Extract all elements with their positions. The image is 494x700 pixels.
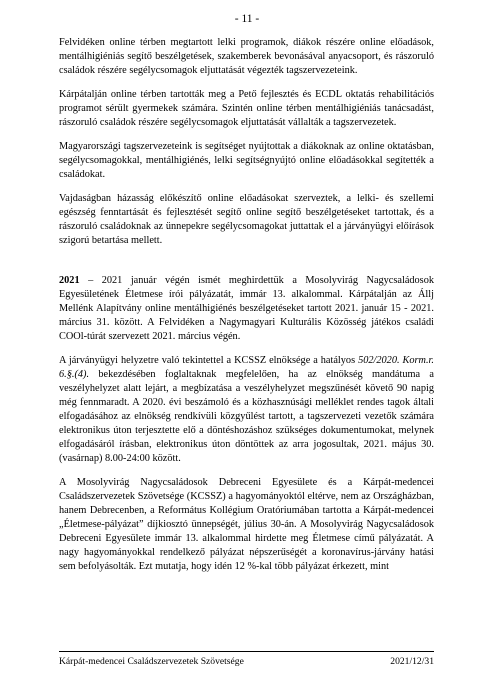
section-spacer — [59, 248, 434, 274]
paragraph-karpatalja: Kárpátalján online térben tartották meg a Pető fejlesztés és ECDL oktatás rehabilitációs programot sérült gyermekek számára. Szintén online térben mentálhigiéniás tanácsadást, rászoruló családok részére segélycsomagok eljuttatását vállalták a tagszervezetek. — [59, 89, 434, 128]
paragraph-2021-summary — [59, 274, 434, 344]
year-heading: 2021 — [59, 275, 80, 286]
paragraph-pandemic-part-b: bekezdésében foglaltaknak megfelelően, ha az elnökség mandátuma a veszélyhelyzet alatt lejárt, a megbízatása a veszélyhelyzet megszűnését követő 90 napig még fennmaradt. A 2020. évi beszámoló és a közhasznúsági melléklet rendes tagok általi elfogadásához az elnökség rendkívüli közgyűlést tartott, a tagszervezeti vezetők számára elektronikus úton terjesztette elő a döntéshozáshoz szükséges dokumentumokat, melynek elfogadásáról írásban, elektronikus úton döntöttek az arra jogosultak, 2021. május 30. (vasárnap) 8.00-24:00 között. — [59, 369, 434, 464]
paragraph-magyarorszag: Magyarországi tagszervezeteink is segítséget nyújtottak a diákoknak az online oktatásban, segélycsomagokkal, mentálhigiénés, lelki segítségnyújtó online előadásokkal segítették a családokat. — [59, 141, 434, 180]
paragraph-eletmese: A Mosolyvirág Nagycsaládosok Debreceni Egyesülete és a Kárpát-medencei Családszervezetek Szövetsége (KCSSZ) a hagyományoktól eltérve, nem az Országházban, hanem Debrecenben, a Református Kollégium Oratóriumában tartotta a Kárpát-medencei „Életmese-pályázat” díjkiosztó ünnepségét, július 30-án. A Mosolyvirág Nagycsaládosok Debreceni Egyesülete immár 13. alkalommal hirdette meg Életmese című pályázatát. A nagy hagyományokkal rendelkező pályázat népszerűségét a koronavírus-járvány hatási sem befolyásolták. Ezt mutatja, hogy idén 12 %-kal több pályázat érkezett, mint — [59, 477, 434, 572]
paragraph-pandemic-part-a: A járványügyi helyzetre való tekintettel a KCSSZ elnöksége a hatályos — [59, 355, 359, 366]
decree-reference: 502/2020. Korm.r. 6.§.(4). — [59, 355, 434, 380]
paragraph-pandemic-assembly — [59, 354, 434, 466]
footer-divider — [59, 651, 434, 652]
footer-organization: Kárpát-medencei Családszervezetek Szövetsége — [59, 656, 244, 667]
page-number: - 11 - — [234, 13, 260, 25]
paragraph-felvidek: Felvidéken online térben megtartott lelki programok, diákok részére online előadások, mentálhigiéniás segítő beszélgetések, szakemberek bevonásával anyacsoport, és rászoruló családok részére segélycsomagok eljuttatását végezték tagszervezeteink. — [59, 37, 434, 76]
footer-date: 2021/12/31 — [390, 656, 434, 667]
paragraph-vajdasag: Vajdaságban házasság előkészítő online előadásokat szerveztek, a lelki- és szellemi egészség fenntartását és fejlesztését segítő online segítő beszélgetéseket tartottak, és a rászoruló családoknak az ünnepekre segélycsomagokat juttattak el a járványügyi előírások szigorú betartása mellett. — [59, 193, 434, 246]
paragraph-2021-text: – 2021 január végén ismét meghirdettük a Mosolyvirág Nagycsaládosok Egyesületének Életmese írói pályázatát, immár 13. alkalommal. Kárpátalján az Állj Mellénk Alapítvány online mentálhigiénés beszélgetéseket tartott 2021. január 15 - 2021. március 31. között. A Felvidéken a Nagymagyari Kulturális Közösség játékos családi COOl-túrát szervezett 2021. március végén. — [59, 275, 434, 342]
document-body — [59, 36, 434, 574]
